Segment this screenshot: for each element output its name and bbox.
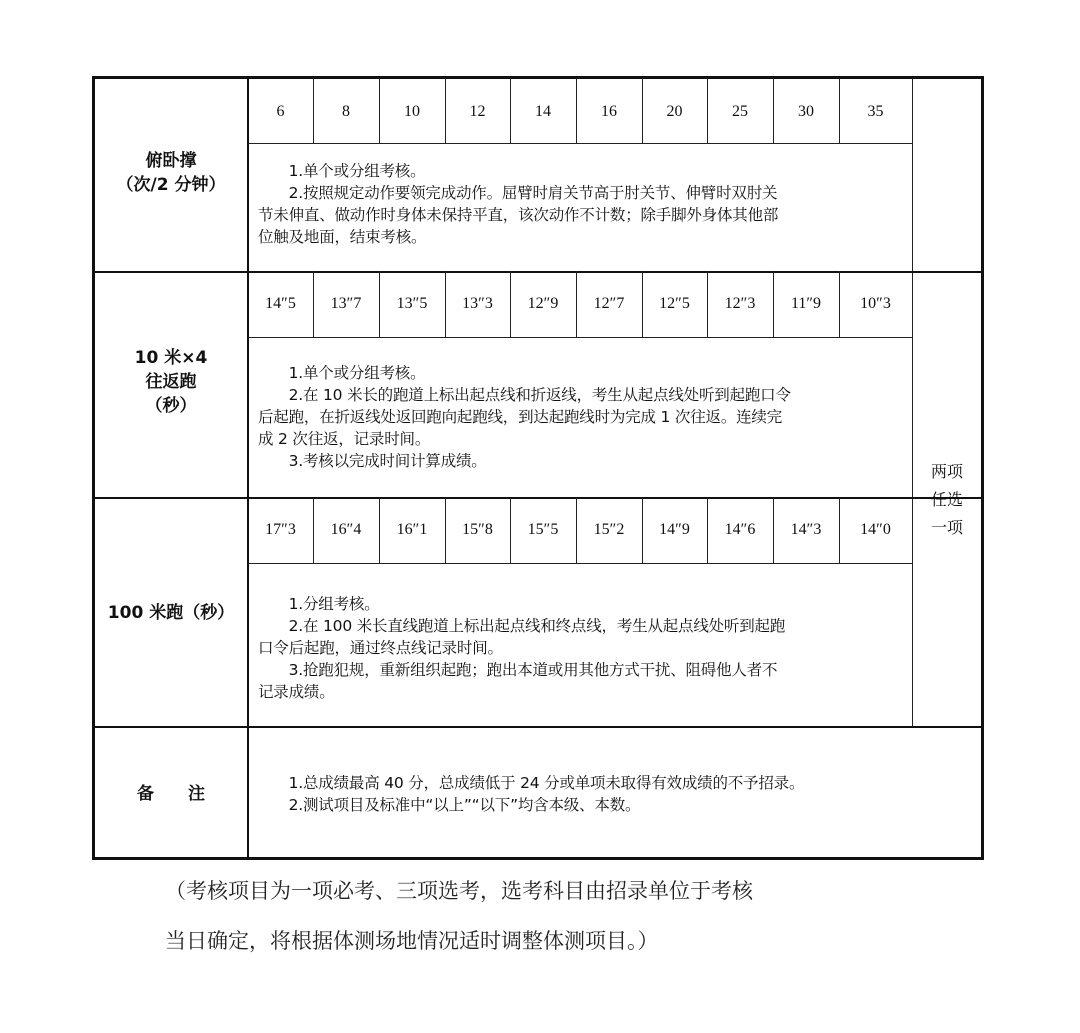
rule-line: 3.考核以完成时间计算成绩。 — [258, 452, 487, 470]
score-cell: 16″4 — [330, 521, 362, 538]
score-cell: 16″1 — [396, 521, 428, 538]
rule-line: 1.单个或分组考核。 — [258, 364, 426, 382]
score-cell: 15″8 — [462, 521, 493, 538]
score-cell: 12 — [469, 103, 486, 120]
score-cell: 12″3 — [724, 295, 756, 312]
row-label-pushups: 俯卧撑 （次/2 分钟） — [116, 151, 226, 195]
score-cell: 25 — [732, 103, 748, 120]
score-cell: 8 — [342, 103, 350, 120]
remark-line: 2.测试项目及标准中“以上”“以下”均含本级、本数。 — [258, 796, 641, 814]
rules-100m-run — [258, 593, 906, 703]
grid-line — [247, 78, 249, 858]
footnote-line: （考核项目为一项必考、三项选考，选考科目由招录单位于考核 — [165, 879, 753, 903]
rule-line: 2.在 100 米长直线跑道上标出起点线和终点线，考生从起点线处听到起跑 — [258, 617, 786, 635]
grid-line — [94, 271, 982, 273]
score-cell: 20 — [666, 103, 683, 120]
score-cell: 14″9 — [659, 521, 690, 538]
score-cell: 14″0 — [860, 521, 891, 538]
footnote — [165, 866, 965, 966]
remark-line: 1.总成绩最高 40 分，总成绩低于 24 分或单项未取得有效成绩的不予招录。 — [258, 774, 805, 792]
rule-line: 口令后起跑，通过终点线记录时间。 — [258, 639, 503, 657]
score-cell: 12″5 — [659, 295, 690, 312]
score-cell: 11″9 — [790, 295, 822, 312]
rule-line: 后起跑，在折返线处返回跑向起跑线，到达起跑线时为完成 1 次往返。连续完 — [258, 408, 783, 426]
grid-line — [248, 337, 913, 338]
rule-line: 2.按照规定动作要领完成动作。屈臂时肩关节高于肘关节、伸臂时双肘关 — [258, 184, 778, 202]
score-cell: 10 — [404, 103, 420, 120]
score-cell: 12″7 — [593, 295, 625, 312]
rule-line: 2.在 10 米长的跑道上标出起点线和折返线，考生从起点线处听到起跑口令 — [258, 386, 791, 404]
rule-line: 3.抢跑犯规，重新组织起跑；跑出本道或用其他方式干扰、阻碍他人者不 — [258, 661, 778, 679]
rule-line: 位触及地面，结束考核。 — [258, 228, 427, 246]
score-cell: 35 — [867, 103, 884, 120]
score-cell: 17″3 — [265, 521, 296, 538]
score-cell: 14 — [535, 103, 551, 120]
score-cell: 14″5 — [265, 295, 296, 312]
score-cell: 13″5 — [396, 295, 428, 312]
row-label-100m-run: 100 米跑（秒） — [107, 603, 235, 623]
score-cell: 6 — [276, 103, 285, 120]
grid-line — [94, 497, 982, 499]
score-cell: 13″7 — [330, 295, 362, 312]
score-cell: 14″3 — [790, 521, 822, 538]
rules-remarks — [258, 772, 906, 816]
score-cell: 14″6 — [724, 521, 756, 538]
rule-line: 节未伸直、做动作时身体未保持平直，该次动作不计数；除手脚外身体其他部 — [258, 206, 779, 224]
grid-line — [248, 143, 913, 144]
rule-line: 1.单个或分组考核。 — [258, 162, 426, 180]
score-cell: 15″5 — [527, 521, 559, 538]
grid-line — [94, 726, 982, 728]
optional-choice-note: 两项 任选 一项 — [930, 462, 963, 537]
score-cell: 12″9 — [527, 295, 559, 312]
rule-line: 记录成绩。 — [258, 683, 335, 701]
score-cell: 15″2 — [593, 521, 625, 538]
grid-line — [912, 78, 913, 726]
score-cell: 30 — [798, 103, 814, 120]
row-label-shuttle-run: 10 米×4 往返跑 （秒） — [134, 348, 208, 416]
rules-shuttle-run — [258, 362, 906, 472]
score-cell: 10″3 — [860, 295, 891, 312]
score-cell: 16 — [601, 103, 617, 120]
rule-line: 1.分组考核。 — [258, 595, 380, 613]
rules-pushups — [258, 160, 906, 248]
row-label-remarks: 备 注 — [137, 784, 205, 804]
score-cell: 13″3 — [462, 295, 493, 312]
rule-line: 成 2 次往返，记录时间。 — [258, 430, 431, 448]
footnote-line: 当日确定，将根据体测场地情况适时调整体测项目。） — [165, 929, 659, 953]
grid-line — [248, 563, 913, 564]
